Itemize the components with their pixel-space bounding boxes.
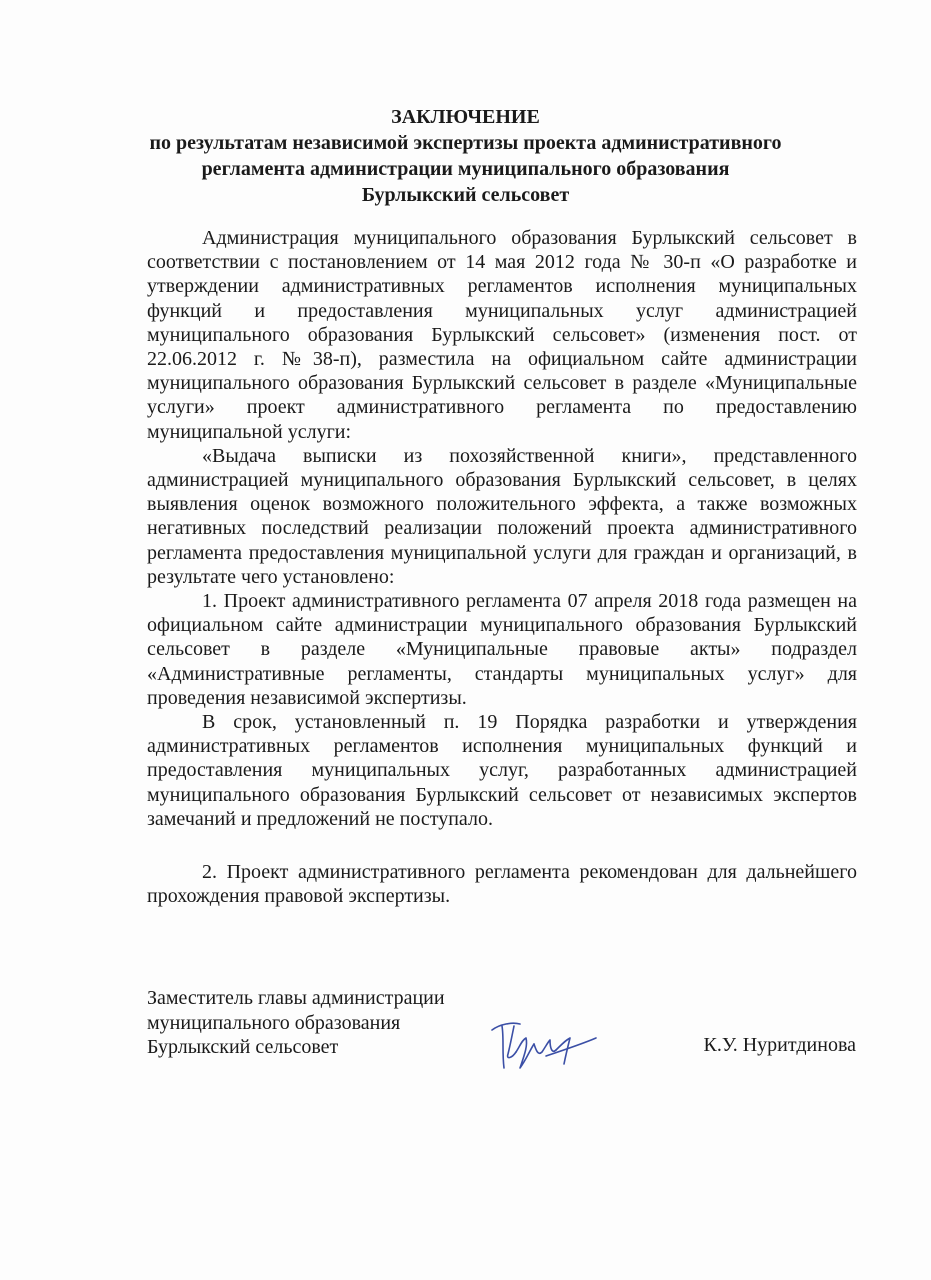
signatory-name: К.У. Нуритдинова [703,1034,856,1056]
body-paragraph: В срок, установленный п. 19 Порядка разработки и утверждения административных регламентов исполнения муниципальных функций и предоставления муниципальных услуг, разработанных администрацией муниципального образования Бурлыкский сельсовет от независимых экспертов замечаний и предложений не поступало. [147,711,857,830]
signatory-position [147,986,445,1060]
handwritten-signature [486,1016,600,1074]
signatory-position-line-3: Бурлыкский сельсовет [147,1036,339,1058]
document-conclusion [147,860,857,908]
document-subtitle-line-1: по результатам независимой экспертизы проекта административного [149,132,782,154]
document-body [147,226,857,831]
body-paragraph-final: 2. Проект административного регламента рекомендован для дальнейшего прохождения правовой экспертизы. [147,861,857,908]
body-paragraph: 1. Проект административного регламента 07 апреля 2018 года размещен на официальном сайте администрации муниципального образования Бурлыкский сельсовет в разделе «Муниципальные правовые акты» подраздел «Административные регламенты, стандарты муниципальных услуг» для проведения независимой экспертизы. [147,590,857,709]
body-paragraph: Администрация муниципального образования Бурлыкский сельсовет в соответствии с постановлением от 14 мая 2012 года № 30-п «О разработке и утверждении административных регламентов исполнения муниципальных функций и предоставления муниципальных услуг администрацией муниципального образования Бурлыкский сельсовет» (изменения пост. от 22.06.2012 г. №38-п), разместила на официальном сайте администрации муниципального образования Бурлыкский сельсовет в разделе «Муниципальные услуги» проект административного регламента по предоставлению муниципальной услуги: [147,227,857,443]
signatory-position-line-2: муниципального образования [147,1011,401,1034]
document-title: ЗАКЛЮЧЕНИЕ [391,106,540,128]
document-subtitle-line-3: Бурлыкский сельсовет [361,184,570,206]
document-subtitle-line-2: регламента администрации муниципального образования [201,158,730,180]
document-heading [100,104,831,208]
body-paragraph: «Выдача выписки из похозяйственной книги», представленного администрацией муниципального образования Бурлыкский сельсовет, в целях выявления оценок возможного положительного эффекта, а также возможных негативных последствий реализации положений проекта административного регламента предоставления муниципальной услуги для граждан и организаций, в результате чего установлено: [147,444,857,588]
signatory-position-line-1: Заместитель главы администрации [147,987,445,1009]
